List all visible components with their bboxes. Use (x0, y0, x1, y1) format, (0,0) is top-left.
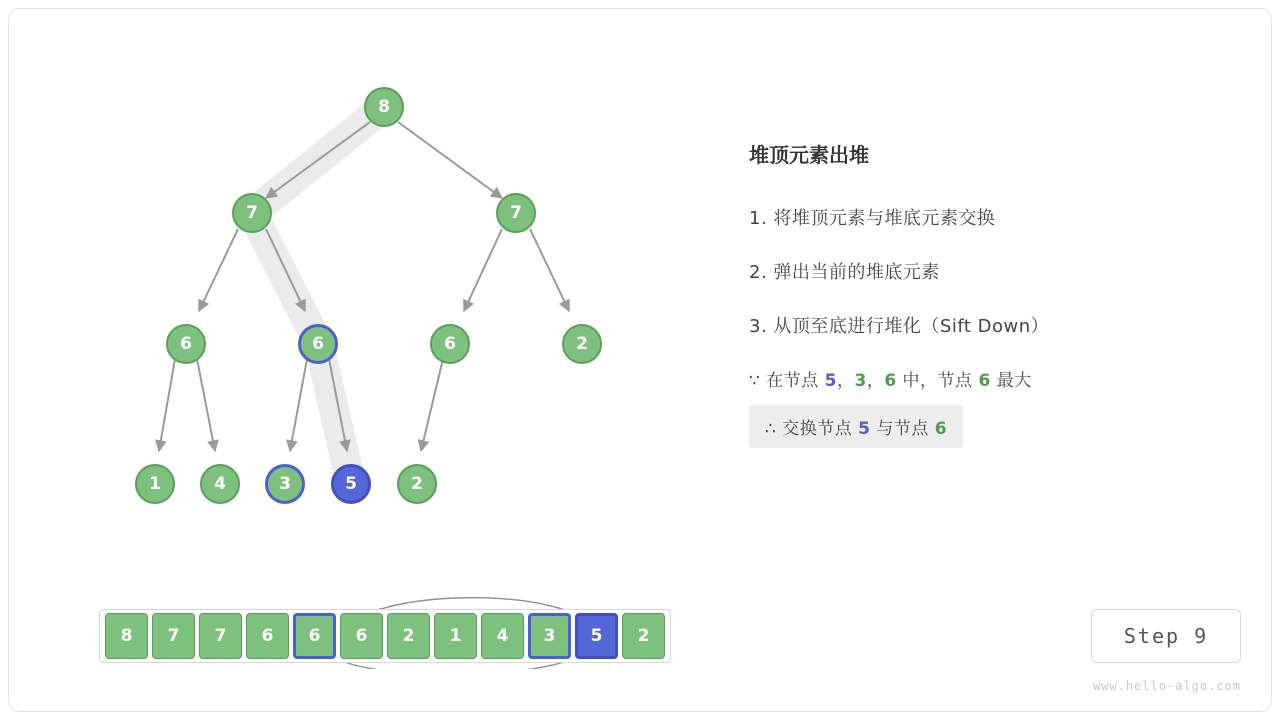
reason-conclusion-mid: 与节点 (870, 419, 935, 439)
reason-conclusion-value-b: 6 (934, 419, 948, 439)
step-item-2: 2. 弹出当前的堆底元素 (749, 262, 940, 283)
tree-node-6-a: 6 (166, 324, 206, 364)
array-cell-8: 4 (481, 613, 524, 659)
reason-premise-sep2: ， (866, 371, 885, 391)
array-cell-11: 2 (622, 613, 665, 659)
tree-node-6-selected: 6 (298, 324, 338, 364)
reason-premise-value-c: 6 (884, 371, 897, 391)
array-cell-7: 1 (434, 613, 477, 659)
reason-conclusion-prefix: ∴ 交换节点 (765, 419, 859, 439)
tree-node-2-leaf: 2 (397, 464, 437, 504)
watermark: www.hello-algo.com (1092, 679, 1241, 693)
array-cell-1: 7 (152, 613, 195, 659)
sift-down-path-highlight (252, 107, 384, 484)
array-cell-9-candidate: 3 (528, 613, 571, 659)
step-badge: Step 9 (1091, 609, 1241, 663)
reason-conclusion (749, 405, 963, 448)
array-cell-2: 7 (199, 613, 242, 659)
tree-node-5-current: 5 (331, 464, 371, 504)
array-cell-3: 6 (246, 613, 289, 659)
reason-premise-suffix: 最大 (990, 371, 1032, 391)
reason-premise-sep1: ， (836, 371, 855, 391)
step-item-1: 1. 将堆顶元素与堆底元素交换 (749, 208, 996, 229)
array-cell-4-selected: 6 (293, 613, 336, 659)
reason-premise (749, 366, 1249, 391)
tree-node-7-right: 7 (496, 193, 536, 233)
explanation-panel (749, 139, 1249, 448)
array-cell-0: 8 (105, 613, 148, 659)
page-frame (8, 8, 1272, 712)
array-cell-10-current: 5 (575, 613, 618, 659)
reason-premise-value-d: 6 (978, 371, 991, 391)
array-cell-5: 6 (340, 613, 383, 659)
reason-premise-mid: 中，节点 (896, 371, 979, 391)
tree-node-8: 8 (364, 87, 404, 127)
reason-premise-value-b: 3 (854, 371, 867, 391)
panel-title: 堆顶元素出堆 (749, 143, 869, 167)
tree-node-3-candidate: 3 (265, 464, 305, 504)
reason-conclusion-value-a: 5 (858, 419, 871, 439)
step-item-3: 3. 从顶至底进行堆化（Sift Down） (749, 316, 1050, 337)
heap-array (99, 609, 671, 663)
array-cell-6: 2 (387, 613, 430, 659)
tree-edges (159, 122, 569, 451)
tree-node-7-left: 7 (232, 193, 272, 233)
tree-node-6-c: 6 (430, 324, 470, 364)
tree-node-1: 1 (135, 464, 175, 504)
reason-premise-prefix: ∵ 在节点 (749, 371, 825, 391)
tree-node-2-right: 2 (562, 324, 602, 364)
reason-premise-value-a: 5 (824, 371, 837, 391)
tree-node-4: 4 (200, 464, 240, 504)
